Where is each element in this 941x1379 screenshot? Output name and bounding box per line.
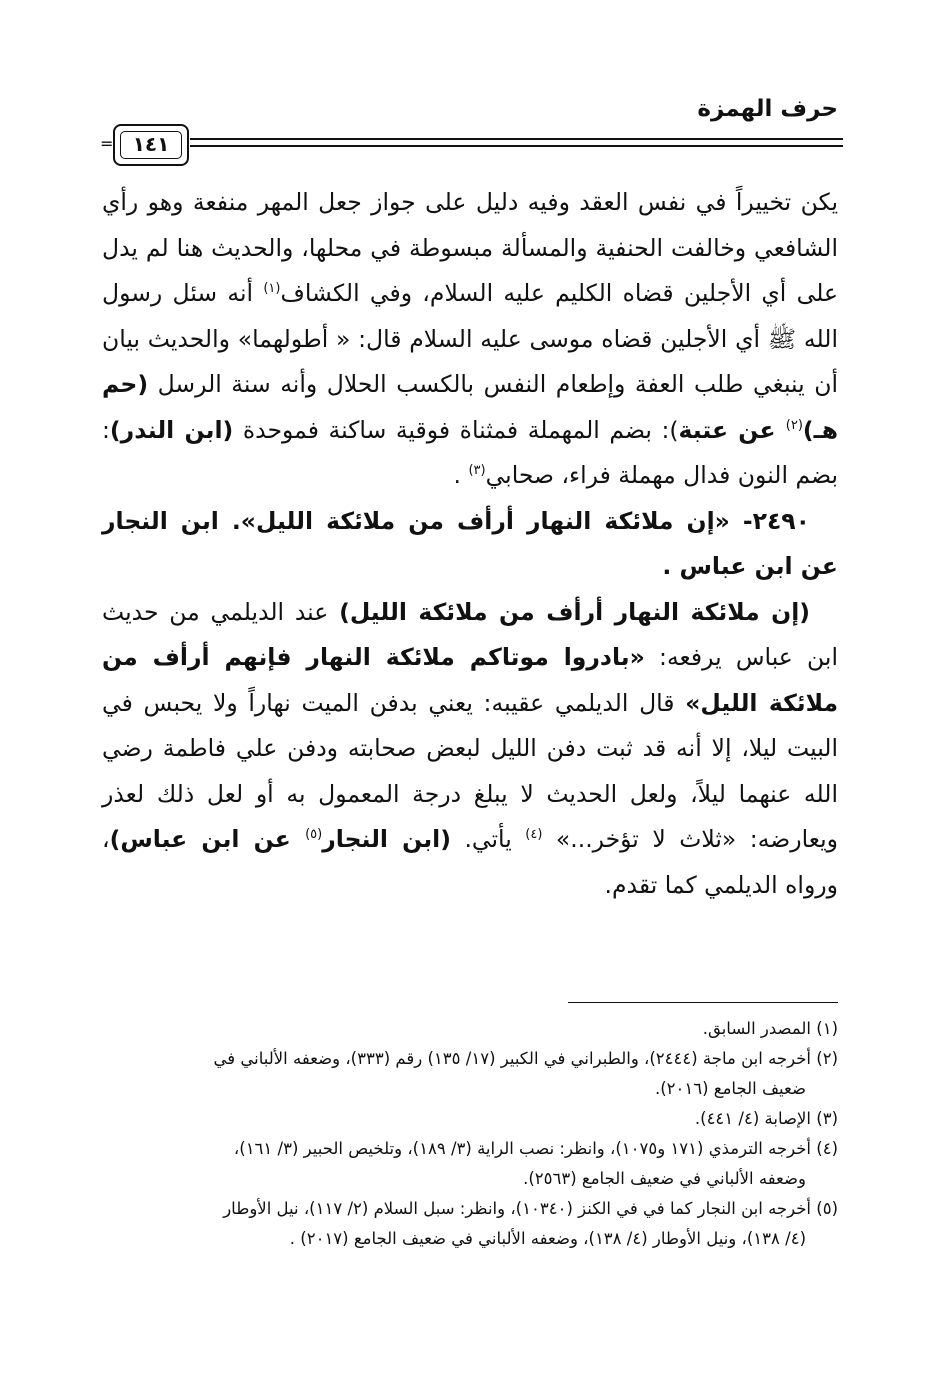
footnote-5: (٥) أخرجه ابن النجار كما في في الكنز (١٠٣٤٠)، وانظر: سبل السلام (٢/ ١١٧)، نيل الأوطار [223, 1199, 838, 1218]
text-run: يأتي. [450, 825, 526, 853]
running-title: حرف الهمزة [697, 96, 838, 122]
main-text [102, 180, 838, 908]
header-rule-bottom [190, 145, 843, 147]
hadith-quote: (إن ملائكة النهار أرأف من ملائكة الليل) [339, 597, 810, 626]
text-run: ، ورواه الديلمي كما تقدم. [102, 825, 838, 899]
source-abbrev: (حم هـ) [102, 370, 838, 444]
footnote-4-continued: وضعفه الألباني في ضعيف الجامع (٢٥٦٣). [523, 1169, 806, 1188]
page-number-frame [113, 124, 189, 166]
footnote-ref-2: (٢) [785, 417, 803, 433]
footnote-2-continued: ضعيف الجامع (٢٠١٦). [654, 1079, 806, 1098]
text-run: عند الديلمي من حديث ابن عباس يرفعه: [102, 597, 838, 671]
source-name: (ابن النجار [322, 825, 451, 853]
text-run: يكن تخييراً في نفس العقد وفيه دليل على جواز جعل المهر منفعة وهو رأي الشافعي وخالفت الحنفية والمسألة مبسوطة في محلها، والحديث هنا لم يدل على أي الأجلين قضاه الكليم عليه السلام، وفي الكشاف [102, 188, 838, 307]
footnote-ref-3: (٣) [468, 463, 486, 479]
footnote-ref-4: (٤) [525, 827, 543, 843]
footnote-ref-5: (٥) [305, 827, 323, 843]
text-run: : بضم النون فدال مهملة فراء، صحابي [102, 415, 838, 489]
commentary-paragraph-2 [102, 590, 838, 909]
narrator-name: عن عتبة [678, 415, 786, 444]
page-number-mark: = [100, 134, 114, 153]
hadith-text: «إن ملائكة النهار أرأف من ملائكة الليل». ابن النجار عن ابن عباس . [102, 506, 838, 580]
footnote-5-continued: (٤/ ١٣٨)، ونيل الأوطار (٤/ ١٣٨)، وضعفه الألباني في ضعيف الجامع (٢٠١٧) . [289, 1229, 806, 1248]
footnote-3: (٣) الإصابة (٤/ ٤٤١). [694, 1109, 838, 1128]
commentary-paragraph-1 [102, 180, 838, 499]
narrator-name: عن ابن عباس) [109, 825, 306, 853]
text-run: قال الديلمي عقيبه: يعني بدفن الميت نهاراً ولا يحبس في البيت ليلا، إلا أنه قد ثبت دفن الليل لبعض صحابته ودفن علي فاطمة رضي الله عنهما ليلاً، ولعل الحديث لا يبلغ درجة المعمول به أو لعل ذلك لعذر ويعارضه: «ثلاث لا تؤخر...» [102, 688, 838, 853]
footnote-ref-1: (١) [263, 281, 281, 297]
footnote-4: (٤) أخرجه الترمذي (١٧١ و١٠٧٥)، وانظر: نصب الراية (٣/ ١٨٩)، وتلخيص الحبير (٣/ ١٦١)، [233, 1139, 838, 1158]
text-run: ): بضم المهملة فمثناة فوقية ساكنة فموحدة [233, 415, 679, 444]
footnotes [100, 1014, 838, 1254]
footnote-separator [568, 1002, 838, 1003]
text-run: . [453, 461, 469, 489]
text-run: أنه سئل رسول الله ﷺ أي الأجلين قضاه موسى عليه السلام قال: « أطولهما» والحديث بيان أن ينبغي طلب العفة وإطعام النفس بالكسب الحلال وأنه سنة الرسل [102, 279, 838, 398]
hadith-quote: «بادروا موتاكم ملائكة النهار فإنهم أرأف من ملائكة الليل» [102, 643, 838, 717]
narrator-name: (ابن الندر) [109, 415, 234, 444]
footnote-2: (٢) أخرجه ابن ماجة (٢٤٤٤)، والطبراني في الكبير (١٧/ ١٣٥) رقم (٣٣٣)، وضعفه الألباني في [213, 1049, 838, 1068]
hadith-number: ٢٤٩٠- [729, 506, 810, 535]
footnote-1: (١) المصدر السابق. [702, 1019, 838, 1038]
page-number: ١٤١ [120, 131, 182, 159]
hadith-2490 [102, 499, 838, 590]
header-rule-top [190, 138, 843, 140]
